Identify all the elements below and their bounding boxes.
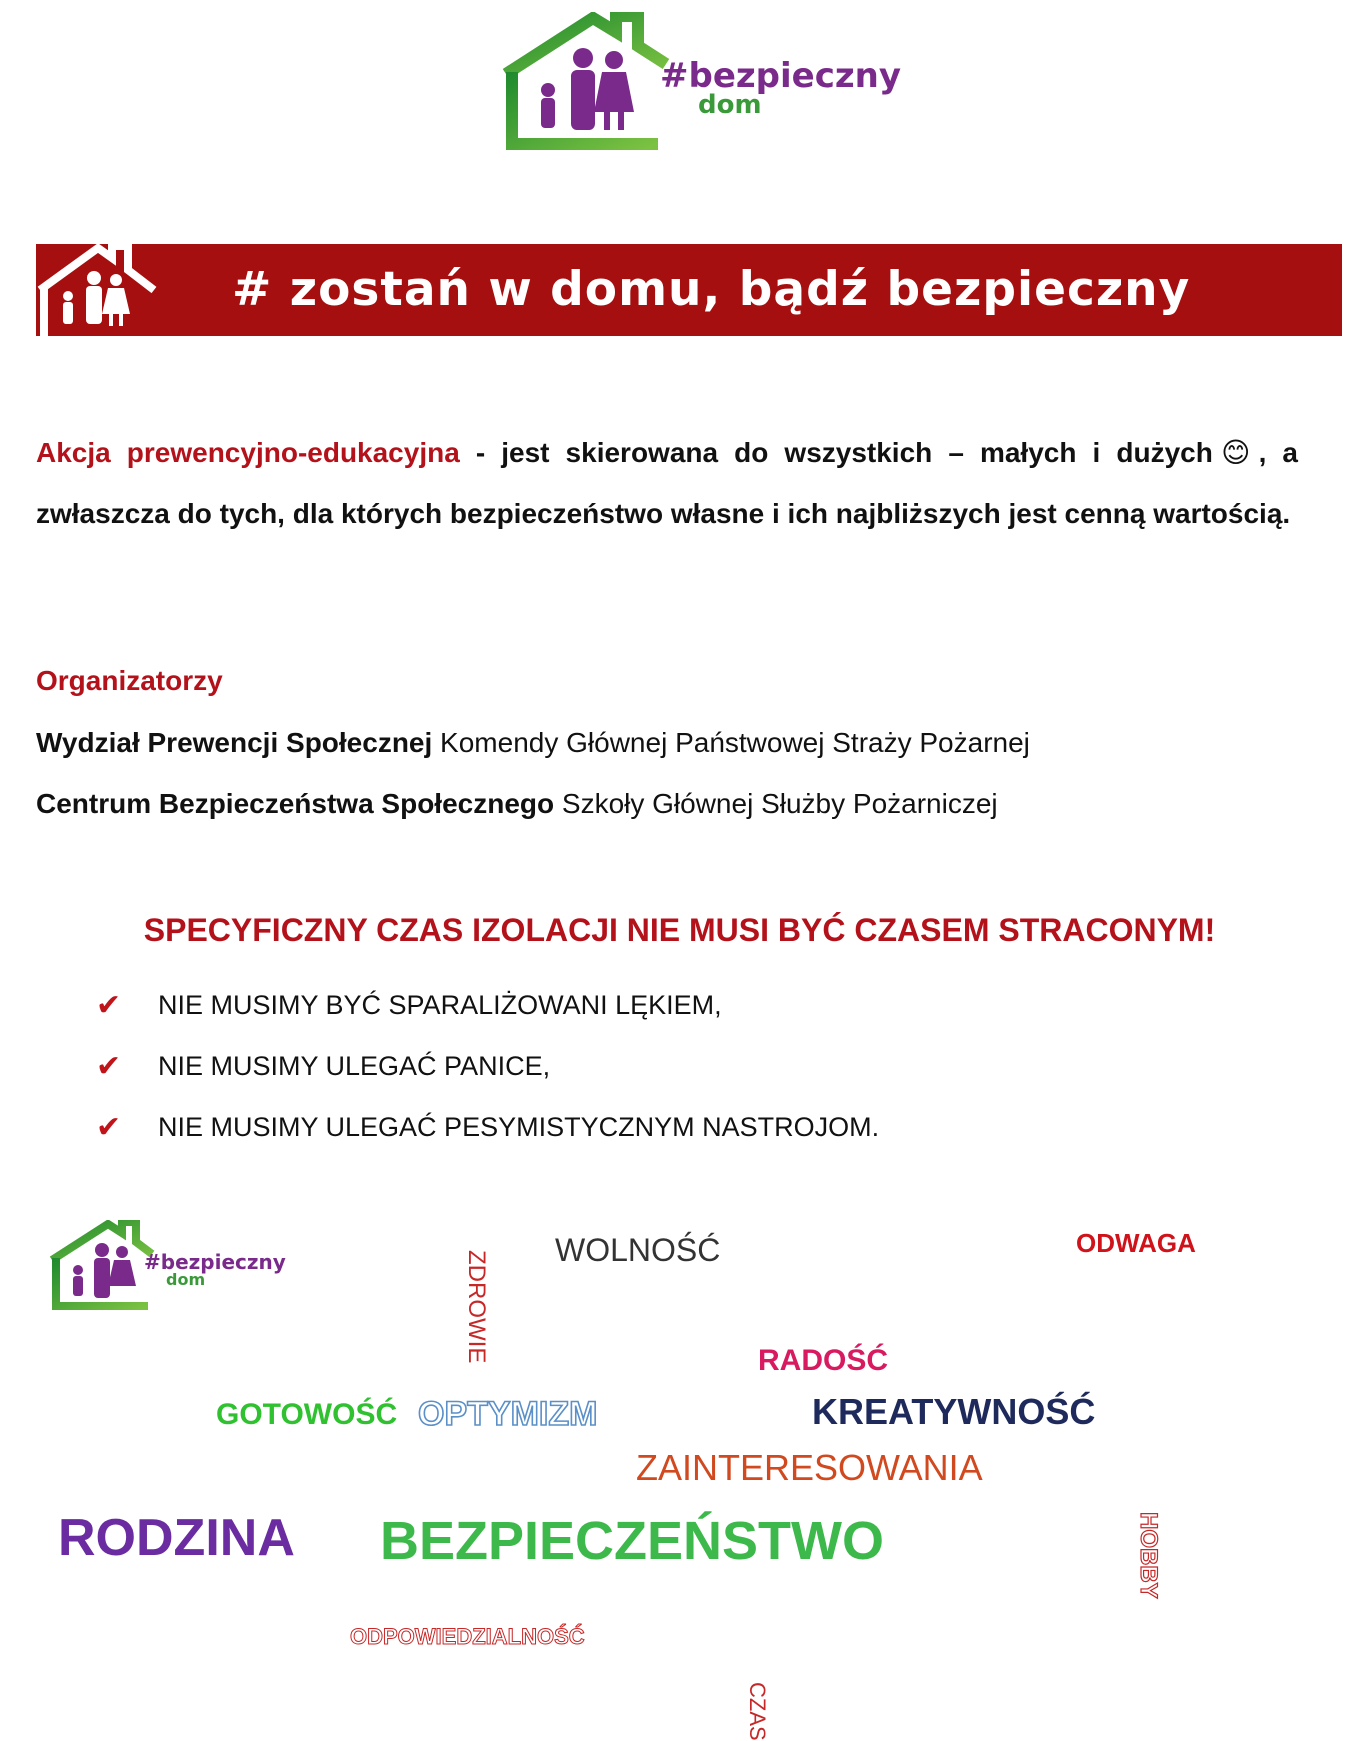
- list-item: [96, 1097, 879, 1158]
- list-item: [96, 975, 879, 1036]
- word-optymizm: OPTYMIZM: [418, 1395, 598, 1433]
- word-zainteresowania: ZAINTERESOWANIA: [636, 1447, 983, 1488]
- bezpieczny-dom-logo: [498, 12, 948, 152]
- intro-text: - jest skierowana do wszystkich – małych i dużych😊, a zwłaszcza do tych, dla których bezpieczeństwo własne i ich najbliższych jest cenną wartością.: [36, 437, 1298, 529]
- banner-house-family-icon: [36, 240, 186, 340]
- word-czas: CZAS: [745, 1682, 770, 1741]
- banner-title: # zostań w domu, bądź bezpieczny: [232, 262, 1191, 317]
- list-item: [96, 1036, 879, 1097]
- organizer-1-name: Wydział Prewencji Społecznej: [36, 727, 433, 758]
- logo-dom-text: dom: [698, 90, 762, 120]
- word-kreatywnosc: KREATYWNOŚĆ: [812, 1391, 1096, 1432]
- small-logo-hashtag-text: #bezpieczny: [144, 1250, 286, 1274]
- small-logo-dom-text: dom: [166, 1270, 206, 1289]
- isolation-heading: SPECYFICZNY CZAS IZOLACJI NIE MUSI BYĆ CZASEM STRACONYM!: [143, 912, 1216, 948]
- word-hobby: HOBBY: [1135, 1512, 1162, 1599]
- checkmark-icon: ✔: [96, 988, 122, 1023]
- word-radosc: RADOŚĆ: [758, 1344, 889, 1377]
- organizer-1-affiliation: Komendy Głównej Państwowej Straży Pożarnej: [432, 727, 1030, 758]
- organizer-2-affiliation: Szkoły Głównej Służby Pożarniczej: [554, 788, 998, 819]
- intro-lead: Akcja prewencyjno-edukacyjna: [36, 437, 460, 468]
- organizer-2-name: Centrum Bezpieczeństwa Społecznego: [36, 788, 555, 819]
- logo-hashtag-text: #bezpieczny: [660, 56, 902, 96]
- word-bezpieczenstwo: BEZPIECZEŃSTWO: [380, 1511, 885, 1571]
- organizers-heading: Organizatorzy: [36, 665, 223, 696]
- word-odwaga: ODWAGA: [1076, 1228, 1196, 1258]
- list-item-text: NIE MUSIMY ULEGAĆ PESYMISTYCZNYM NASTROJOM.: [158, 1112, 880, 1142]
- word-wolnosc: WOLNOŚĆ: [555, 1232, 721, 1268]
- list-item-text: NIE MUSIMY ULEGAĆ PANICE,: [158, 1051, 551, 1081]
- organizer-line-2: [36, 788, 998, 820]
- word-rodzina: RODZINA: [58, 1509, 295, 1567]
- campaign-banner: [36, 244, 1342, 336]
- organizer-line-1: [36, 727, 1030, 759]
- intro-paragraph: [36, 422, 1298, 544]
- word-odpowiedzialnosc: ODPOWIEDZIALNOŚĆ: [350, 1624, 585, 1649]
- checkmark-icon: ✔: [96, 1049, 122, 1084]
- word-zdrowie: ZDROWIE: [463, 1250, 490, 1364]
- isolation-checklist: [96, 975, 879, 1158]
- list-item-text: NIE MUSIMY BYĆ SPARALIŻOWANI LĘKIEM,: [158, 990, 722, 1020]
- bezpieczny-dom-small-logo: [48, 1220, 318, 1312]
- word-gotowosc: GOTOWOŚĆ: [216, 1398, 398, 1431]
- checkmark-icon: ✔: [96, 1110, 122, 1145]
